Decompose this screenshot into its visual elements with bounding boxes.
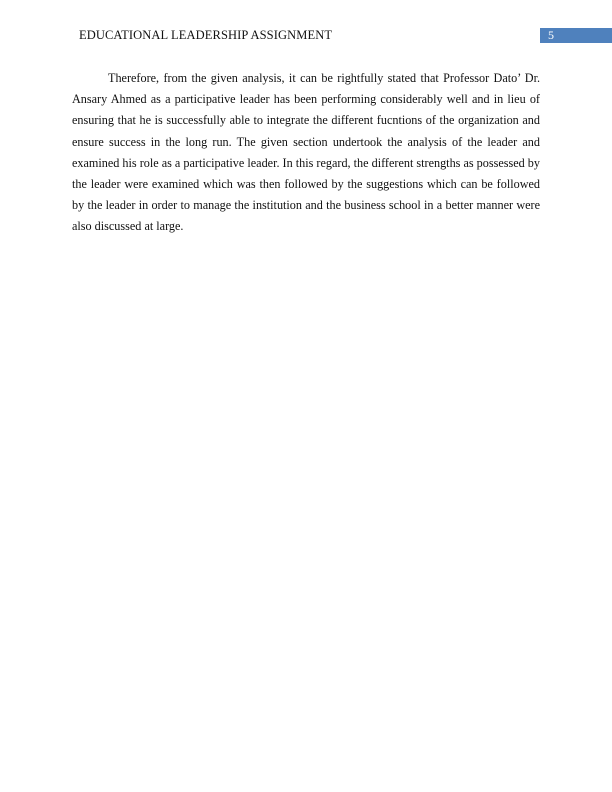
running-header-title: EDUCATIONAL LEADERSHIP ASSIGNMENT <box>79 28 333 42</box>
page-number-badge <box>540 28 612 43</box>
page-number: 5 <box>548 28 554 42</box>
body-paragraph: Therefore, from the given analysis, it can be rightfully stated that Professor Dato’ Dr. Ansary Ahmed as a participative leader has been performing considerably well and in lieu of ensuring that he is successfully able to integrate the different fucntions of the organization and ensure success in the long run. The given section undertook the analysis of the leader and examined his role as a participative leader. In this regard, the different strengths as possessed by the leader were examined which was then followed by the suggestions which can be followed by the leader in order to manage the institution and the business school in a better manner were also discussed at large. <box>72 71 540 234</box>
